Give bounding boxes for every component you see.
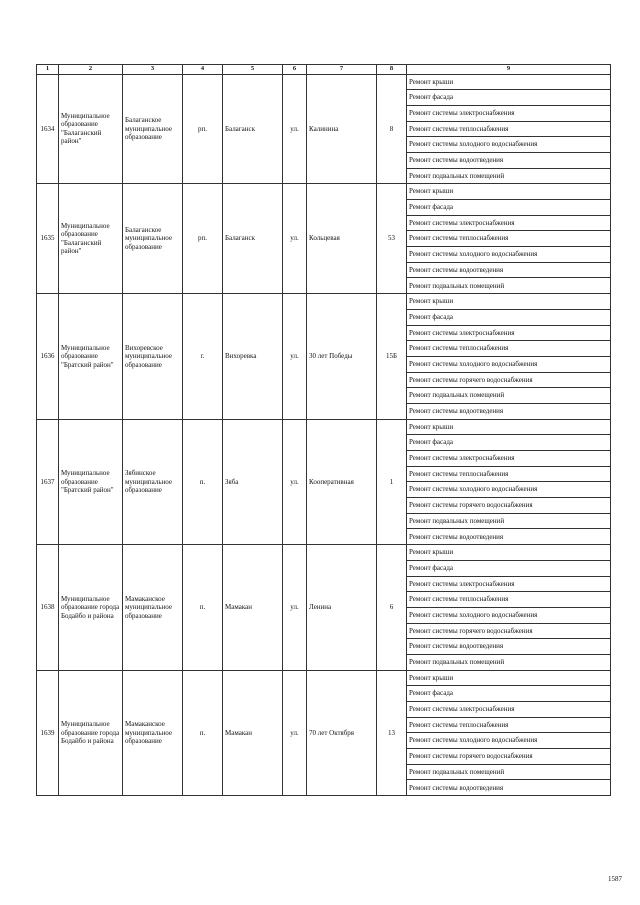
repair-work-cell: Ремонт системы теплоснабжения <box>407 592 611 608</box>
repair-work-cell: Ремонт системы электроснабжения <box>407 325 611 341</box>
repair-work-cell: Ремонт системы водоотведения <box>407 780 611 796</box>
header-cell: 7 <box>307 65 377 75</box>
header-cell: 1 <box>37 65 59 75</box>
repair-work-cell: Ремонт системы водоотведения <box>407 639 611 655</box>
table-row <box>37 294 611 310</box>
repair-work-cell: Ремонт системы холодного водоснабжения <box>407 247 611 263</box>
repair-work-cell: Ремонт крыши <box>407 419 611 435</box>
repair-work-cell: Ремонт системы электроснабжения <box>407 451 611 467</box>
house-number-cell: 8 <box>377 74 407 184</box>
header-cell: 8 <box>377 65 407 75</box>
repair-work-cell: Ремонт подвальных помещений <box>407 654 611 670</box>
locality-type-cell: рп. <box>183 74 223 184</box>
street-type-cell: ул. <box>283 419 307 545</box>
repair-work-cell: Ремонт системы горячего водоснабжения <box>407 623 611 639</box>
table-body <box>37 74 611 796</box>
repair-work-cell: Ремонт фасада <box>407 309 611 325</box>
header-cell: 3 <box>123 65 183 75</box>
repair-work-cell: Ремонт крыши <box>407 74 611 90</box>
street-cell: Калинина <box>307 74 377 184</box>
municipality-cell: Муниципальное образование "Братский район" <box>59 419 123 545</box>
page-number: 1587 <box>608 875 622 883</box>
repair-work-cell: Ремонт системы горячего водоснабжения <box>407 498 611 514</box>
capital-repair-table <box>36 64 611 796</box>
municipality-cell: Муниципальное образование "Балаганский район" <box>59 184 123 294</box>
settlement-cell: Зябинское муниципальное образование <box>123 419 183 545</box>
repair-work-cell: Ремонт крыши <box>407 670 611 686</box>
header-cell: 9 <box>407 65 611 75</box>
locality-type-cell: п. <box>183 419 223 545</box>
street-cell: Ленина <box>307 545 377 671</box>
repair-work-cell: Ремонт системы водоотведения <box>407 262 611 278</box>
repair-work-cell: Ремонт системы водоотведения <box>407 529 611 545</box>
municipality-cell: Муниципальное образование города Бодайбо и района <box>59 670 123 796</box>
street-type-cell: ул. <box>283 670 307 796</box>
repair-work-cell: Ремонт системы электроснабжения <box>407 702 611 718</box>
row-number-cell: 1639 <box>37 670 59 796</box>
repair-work-cell: Ремонт крыши <box>407 184 611 200</box>
house-number-cell: 53 <box>377 184 407 294</box>
table-row <box>37 74 611 90</box>
house-number-cell: 13 <box>377 670 407 796</box>
repair-work-cell: Ремонт подвальных помещений <box>407 168 611 184</box>
repair-work-cell: Ремонт фасада <box>407 90 611 106</box>
repair-work-cell: Ремонт системы электроснабжения <box>407 576 611 592</box>
header-cell: 2 <box>59 65 123 75</box>
repair-work-cell: Ремонт крыши <box>407 545 611 561</box>
repair-work-cell: Ремонт подвальных помещений <box>407 278 611 294</box>
settlement-cell: Мамаканское муниципальное образование <box>123 670 183 796</box>
repair-work-cell: Ремонт системы холодного водоснабжения <box>407 137 611 153</box>
repair-work-cell: Ремонт подвальных помещений <box>407 764 611 780</box>
repair-work-cell: Ремонт фасада <box>407 686 611 702</box>
municipality-cell: Муниципальное образование города Бодайбо и района <box>59 545 123 671</box>
settlement-cell: Вихоревское муниципальное образование <box>123 294 183 420</box>
repair-work-cell: Ремонт системы холодного водоснабжения <box>407 482 611 498</box>
locality-cell: Зяба <box>223 419 283 545</box>
settlement-cell: Балаганское муниципальное образование <box>123 184 183 294</box>
street-type-cell: ул. <box>283 294 307 420</box>
repair-work-cell: Ремонт системы горячего водоснабжения <box>407 749 611 765</box>
table-row <box>37 670 611 686</box>
repair-work-cell: Ремонт системы холодного водоснабжения <box>407 733 611 749</box>
table-row <box>37 184 611 200</box>
repair-work-cell: Ремонт фасада <box>407 200 611 216</box>
street-cell: 30 лет Победы <box>307 294 377 420</box>
house-number-cell: 1 <box>377 419 407 545</box>
repair-work-cell: Ремонт системы электроснабжения <box>407 105 611 121</box>
repair-work-cell: Ремонт системы теплоснабжения <box>407 717 611 733</box>
header-cell: 6 <box>283 65 307 75</box>
house-number-cell: 15Б <box>377 294 407 420</box>
table-row <box>37 419 611 435</box>
street-cell: Кооперативная <box>307 419 377 545</box>
table-row <box>37 545 611 561</box>
row-number-cell: 1637 <box>37 419 59 545</box>
header-row <box>37 65 611 75</box>
repair-work-cell: Ремонт системы холодного водоснабжения <box>407 607 611 623</box>
row-number-cell: 1635 <box>37 184 59 294</box>
street-cell: Кольцевая <box>307 184 377 294</box>
locality-cell: Мамакан <box>223 545 283 671</box>
repair-work-cell: Ремонт системы теплоснабжения <box>407 466 611 482</box>
repair-work-cell: Ремонт подвальных помещений <box>407 388 611 404</box>
locality-type-cell: п. <box>183 545 223 671</box>
row-number-cell: 1636 <box>37 294 59 420</box>
settlement-cell: Балаганское муниципальное образование <box>123 74 183 184</box>
locality-type-cell: п. <box>183 670 223 796</box>
repair-work-cell: Ремонт системы теплоснабжения <box>407 341 611 357</box>
street-type-cell: ул. <box>283 184 307 294</box>
repair-work-cell: Ремонт подвальных помещений <box>407 513 611 529</box>
repair-work-cell: Ремонт системы теплоснабжения <box>407 121 611 137</box>
street-cell: 70 лет Октября <box>307 670 377 796</box>
repair-work-cell: Ремонт системы теплоснабжения <box>407 231 611 247</box>
street-type-cell: ул. <box>283 74 307 184</box>
repair-work-cell: Ремонт системы холодного водоснабжения <box>407 356 611 372</box>
header-cell: 5 <box>223 65 283 75</box>
repair-work-cell: Ремонт системы водоотведения <box>407 152 611 168</box>
locality-cell: Балаганск <box>223 74 283 184</box>
repair-work-cell: Ремонт системы водоотведения <box>407 403 611 419</box>
row-number-cell: 1638 <box>37 545 59 671</box>
repair-work-cell: Ремонт фасада <box>407 435 611 451</box>
repair-work-cell: Ремонт системы электроснабжения <box>407 215 611 231</box>
locality-type-cell: рп. <box>183 184 223 294</box>
settlement-cell: Мамаканское муниципальное образование <box>123 545 183 671</box>
repair-work-cell: Ремонт фасада <box>407 560 611 576</box>
street-type-cell: ул. <box>283 545 307 671</box>
locality-cell: Балаганск <box>223 184 283 294</box>
municipality-cell: Муниципальное образование "Балаганский район" <box>59 74 123 184</box>
locality-cell: Вихоревка <box>223 294 283 420</box>
repair-work-cell: Ремонт крыши <box>407 294 611 310</box>
repair-work-cell: Ремонт системы горячего водоснабжения <box>407 372 611 388</box>
house-number-cell: 6 <box>377 545 407 671</box>
locality-cell: Мамакан <box>223 670 283 796</box>
locality-type-cell: г. <box>183 294 223 420</box>
header-cell: 4 <box>183 65 223 75</box>
municipality-cell: Муниципальное образование "Братский район" <box>59 294 123 420</box>
row-number-cell: 1634 <box>37 74 59 184</box>
